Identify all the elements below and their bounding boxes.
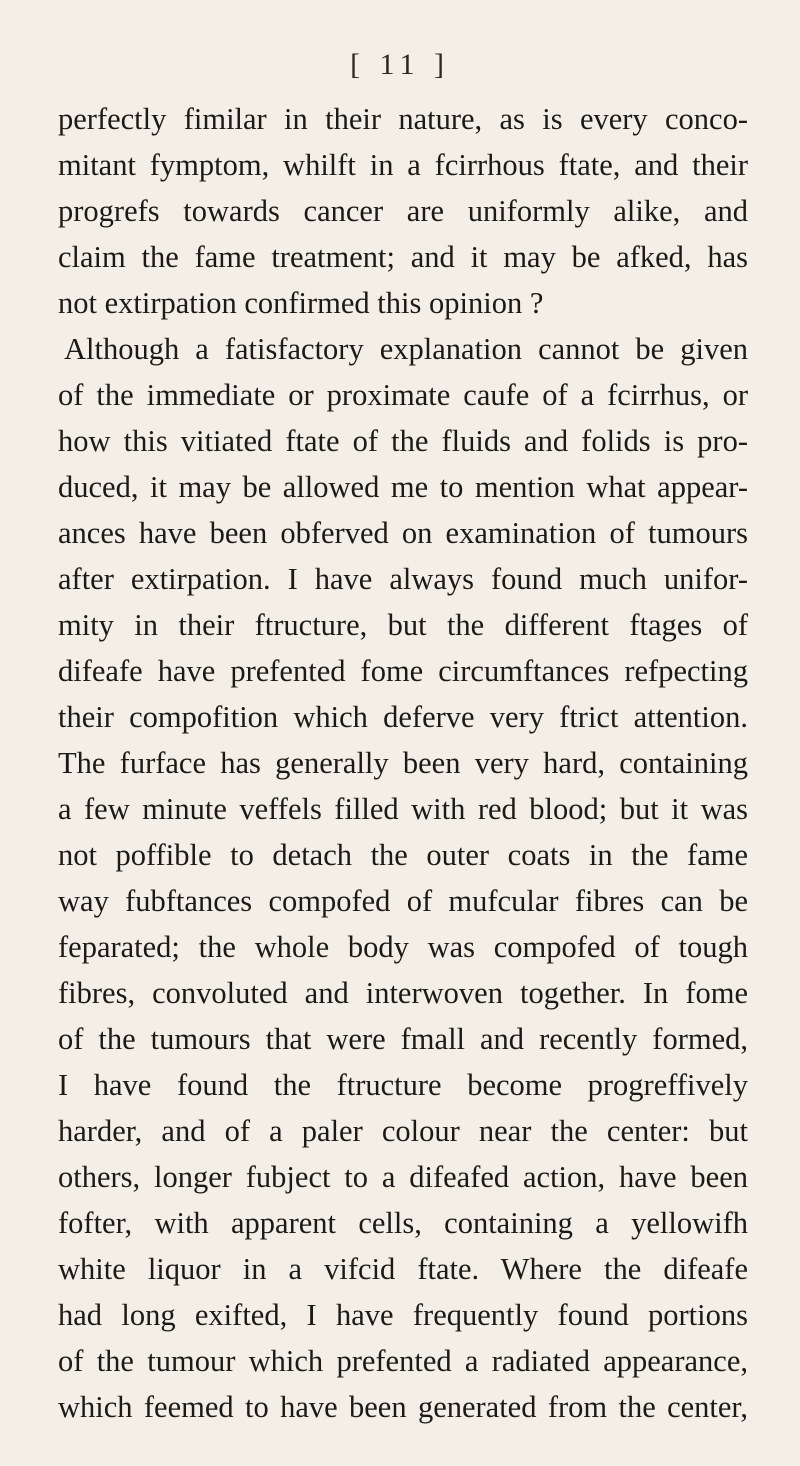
text-line: progrefs towards cancer are uniformly alike, and xyxy=(58,194,748,228)
text-line: which feemed to have been generated from the center, xyxy=(58,1390,748,1424)
text-line: I have found the ftructure become progreffively xyxy=(58,1068,748,1102)
page-number-header: [ 11 ] xyxy=(350,48,450,81)
text-line: fibres, convoluted and interwoven together. In fome xyxy=(58,976,748,1010)
page-body-text xyxy=(58,96,748,1430)
text-line: mitant fymptom, whilft in a fcirrhous ftate, and their xyxy=(58,148,748,182)
text-line: The furface has generally been very hard, containing xyxy=(58,746,748,780)
text-line: fofter, with apparent cells, containing a yellowifh xyxy=(58,1206,748,1240)
text-line: way fubftances compofed of mufcular fibres can be xyxy=(58,884,748,918)
text-line: Although a fatisfactory explanation cannot be given xyxy=(64,332,748,366)
text-line: ances have been obferved on examination of tumours xyxy=(58,516,748,550)
text-line: feparated; the whole body was compofed of tough xyxy=(58,930,748,964)
text-line: their compofition which deferve very ftrict attention. xyxy=(58,700,748,734)
text-line: of the immediate or proximate caufe of a fcirrhus, or xyxy=(58,378,748,412)
text-line: had long exifted, I have frequently found portions xyxy=(58,1298,748,1332)
text-line: after extirpation. I have always found much unifor- xyxy=(58,562,748,596)
text-line: harder, and of a paler colour near the center: but xyxy=(58,1114,748,1148)
text-line: others, longer fubject to a difeafed action, have been xyxy=(58,1160,748,1194)
text-line: not extirpation confirmed this opinion ? xyxy=(58,286,544,320)
text-line: difeafe have prefented fome circumftances refpecting xyxy=(58,654,748,688)
text-line: not poffible to detach the outer coats in the fame xyxy=(58,838,748,872)
text-line: claim the fame treatment; and it may be afked, has xyxy=(58,240,748,274)
text-line: a few minute veffels filled with red blood; but it was xyxy=(58,792,748,826)
text-line: of the tumour which prefented a radiated appearance, xyxy=(58,1344,748,1378)
text-line: how this vitiated ftate of the fluids and folids is pro- xyxy=(58,424,748,458)
text-line: of the tumours that were fmall and recently formed, xyxy=(58,1022,748,1056)
text-line: perfectly fimilar in their nature, as is every conco- xyxy=(58,102,748,136)
text-line: white liquor in a vifcid ftate. Where the difeafe xyxy=(58,1252,748,1286)
text-line: mity in their ftructure, but the different ftages of xyxy=(58,608,748,642)
text-line: duced, it may be allowed me to mention what appear- xyxy=(58,470,748,504)
